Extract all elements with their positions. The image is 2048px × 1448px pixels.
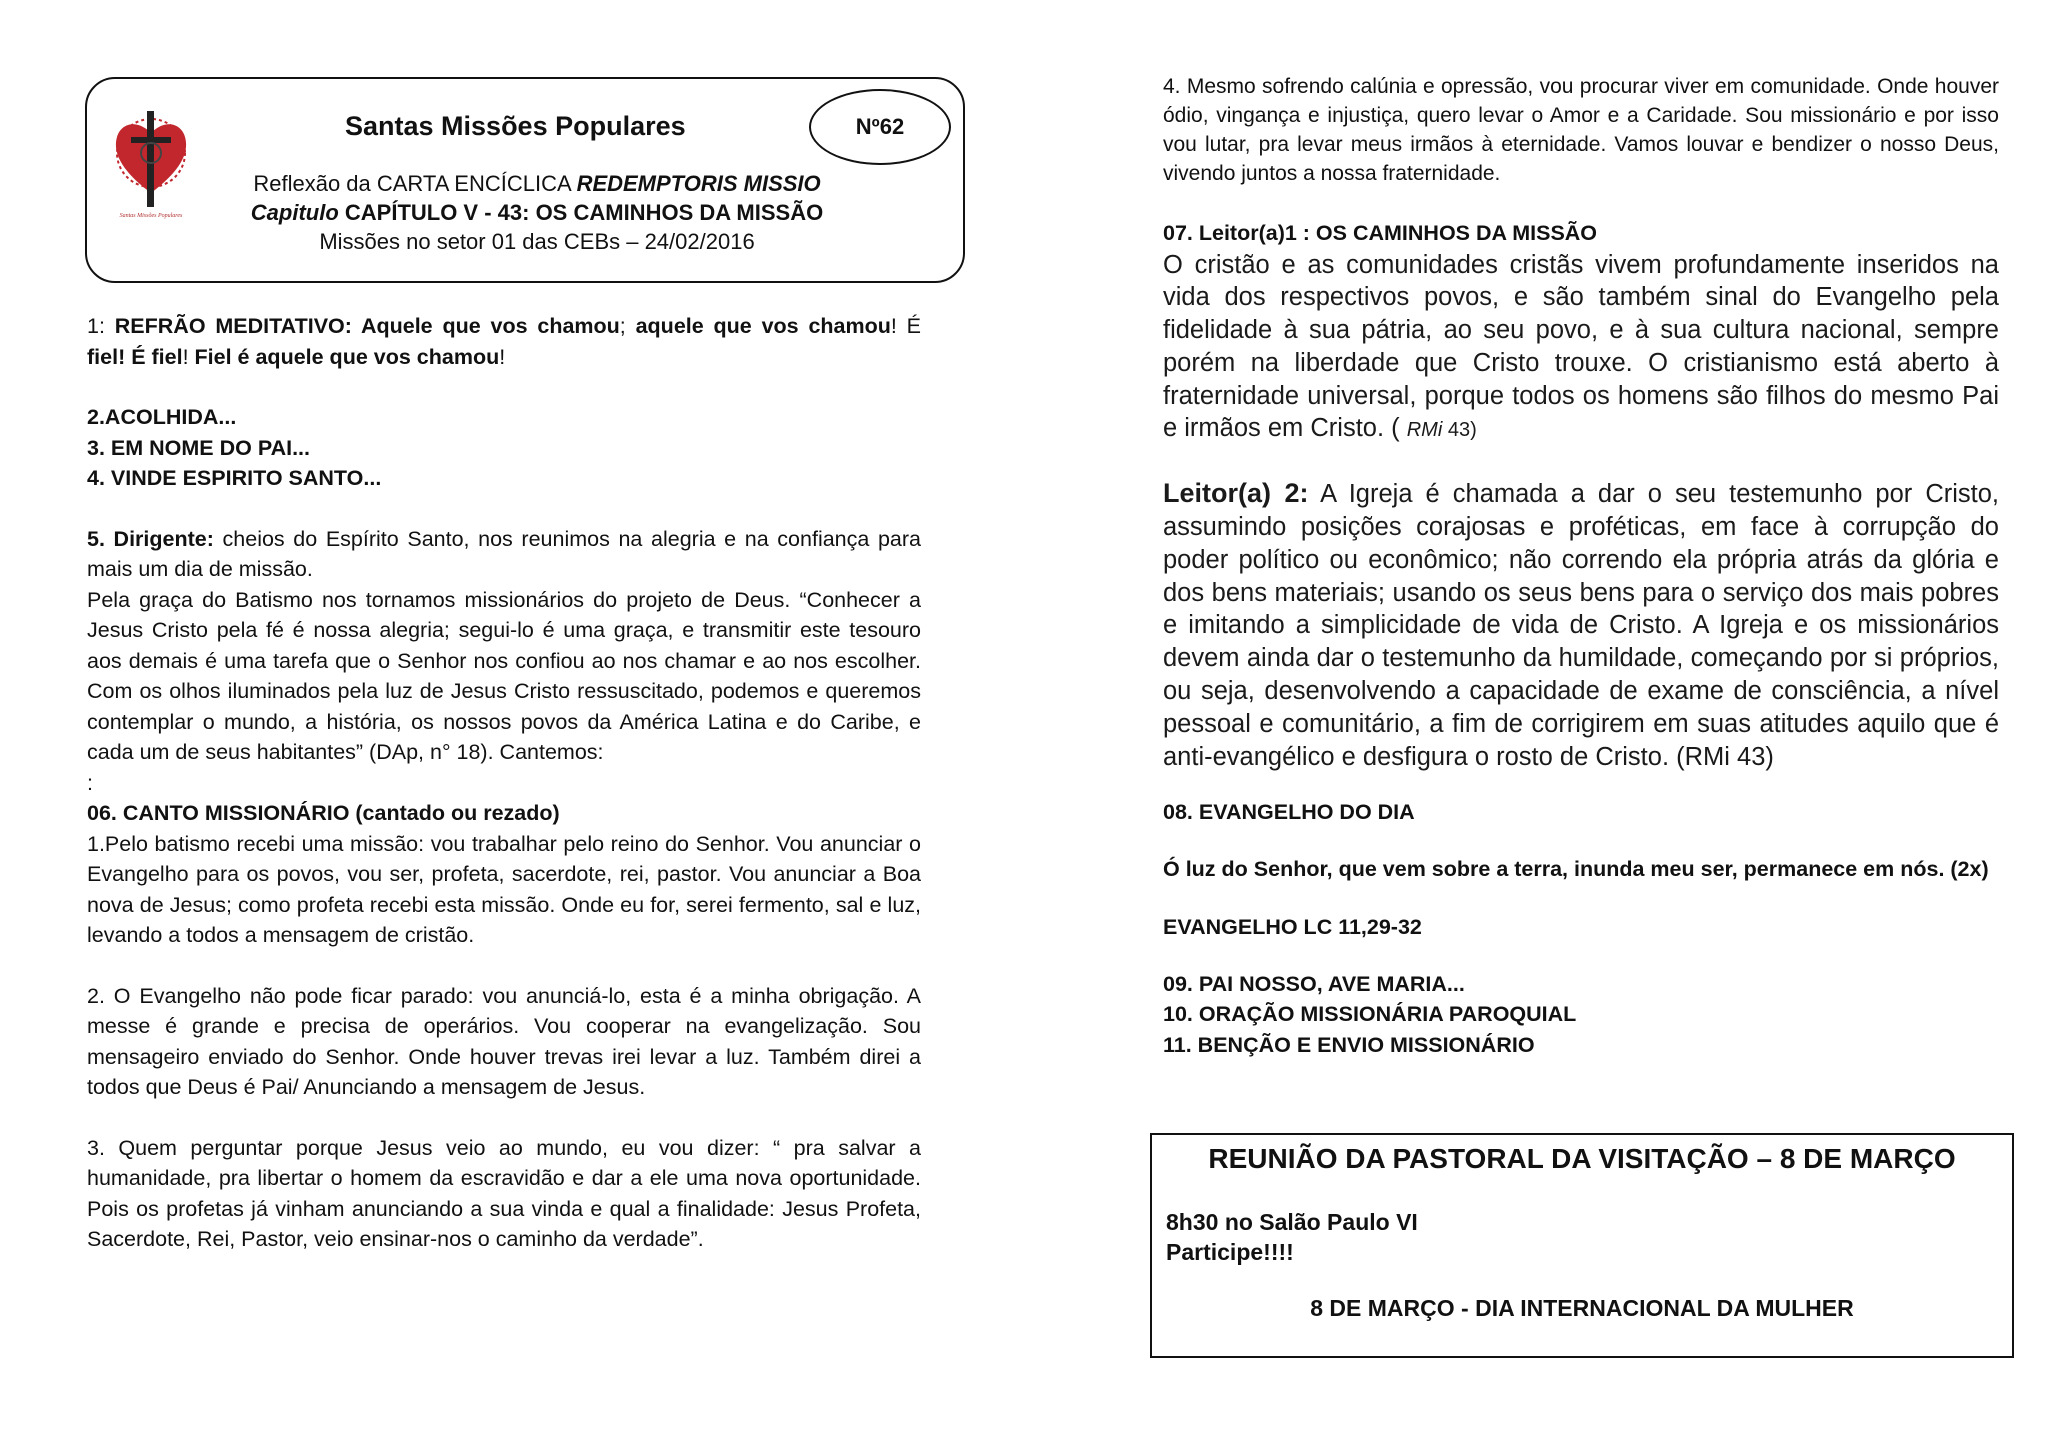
dirigente-text: cheios do Espírito Santo, nos reunimos na alegria e na confiança para mais um dia de missão. <box>87 526 921 581</box>
verse-1: 1.Pelo batismo recebi uma missão: vou trabalhar pelo reino do Senhor. Vou anunciar o Evangelho para os povos, vou ser, profeta, sacerdote, rei, pastor. Vou anunciar a Boa nova de Jesus; como profeta recebi esta missão. Onde eu for, serei fermento, sal e luz, levando a todos a mensagem de cristão. <box>87 831 921 947</box>
leitor1-title: 07. Leitor(a)1 : OS CAMINHOS DA MISSÃO <box>1163 221 1598 245</box>
issue-number: Nº62 <box>809 89 951 165</box>
refrao-sep1: ; <box>619 314 636 338</box>
evangelho-ref: EVANGELHO LC 11,29-32 <box>1163 915 1422 940</box>
dirigente-label: 5. Dirigente: <box>87 526 214 551</box>
verse-4: 4. Mesmo sofrendo calúnia e opressão, vou procurar viver em comunidade. Onde houver ódio, vingança e injustiça, quero levar o Amor e a Caridade. Sou missionário e por isso vou lutar, pra levar meus irmãos à eternidade. Vamos louvar e bendizer o nosso Deus, vivendo juntos a nossa fraternidade. <box>1163 75 1999 185</box>
leitor1-text <box>1163 249 1999 448</box>
evangelho-title: 08. EVANGELHO DO DIA <box>1163 800 1415 825</box>
left-column <box>87 77 921 1255</box>
leitor2-body: A Igreja é chamada a dar o seu testemunho por Cristo, assumindo posições corajosas e proféticas, em face à corrupção do poder político ou econômico; não correndo ela própria atrás da glória e dos bens materiais; usando os seus bens para o serviço dos mais pobres e imitando a simplicidade de vida de Cristo. A Igreja e os missionários devem ainda dar o testemunho da humildade, começando por si próprios, ou seja, desenvolvendo a capacidade de exame de consciência, a nível pessoal e comunitário, a fim de corrigirem em suas atitudes aquilo que é anti-evangélico e desfigura o rosto de Cristo. (RMi 43) <box>1163 480 1999 771</box>
subtitle-date: Missões no setor 01 das CEBs – 24/02/2016 <box>319 229 755 254</box>
refrao-label: REFRÃO MEDITATIVO <box>114 314 345 338</box>
subtitle-prefix: Reflexão da CARTA ENCÍCLICA <box>253 171 577 196</box>
notice-details <box>1166 1207 1418 1267</box>
leitor1-ref: RMi <box>1406 419 1443 442</box>
notice-time-place: 8h30 no Salão Paulo VI <box>1166 1209 1418 1235</box>
leitor2-label: Leitor(a) 2: <box>1163 478 1309 509</box>
item-acolhida: 2.ACOLHIDA... <box>87 405 237 429</box>
refrao-sep2: ! É <box>890 314 922 338</box>
refrao-num: 1: <box>87 314 115 338</box>
item-vinde-espirito-santo: 4. VINDE ESPIRITO SANTO... <box>87 466 382 490</box>
subtitle-chapter: CAPÍTULO V - 43: OS CAMINHOS DA MISSÃO <box>338 200 824 225</box>
leitor1-ref-end: 43) <box>1442 419 1477 442</box>
refrao-c: fiel! É fiel <box>87 344 183 369</box>
leitor1-body: O cristão e as comunidades cristãs vivem profundamente inseridos na vida dos respectivos povos, e são também sinal do Evangelho pela fidelidade à sua pátria, ao seu povo, e à sua cultura nacional, sempre porém na liberdade que Cristo trouxe. O cristianismo está aberto à fraternidade universal, porque todos os homens são filhos do mesmo Pai e irmãos em Cristo. ( <box>1163 250 1999 443</box>
dirigente-paragraph-2: Pela graça do Batismo nos tornamos missionários do projeto de Deus. “Conhecer a Jesus Cristo pela fé é nossa alegria; segui-lo é uma graça, e transmitir este tesouro aos demais é uma tarefa que o Senhor nos confiou ao nos chamar e ao nos escolher. Com os olhos iluminados pela luz de Jesus Cristo ressuscitado, podemos e queremos contemplar o mundo, a história, os nossos povos da América Latina e do Caribe, e cada um de seus habitantes” (DAp, n° 18). Cantemos: <box>87 587 921 764</box>
dirigente-paragraph <box>87 524 921 585</box>
refrao-a: : Aquele que vos chamou <box>344 314 620 338</box>
page-title: Santas Missões Populares <box>345 111 686 141</box>
notice-title: REUNIÃO DA PASTORAL DA VISITAÇÃO – 8 DE MARÇO <box>1208 1143 1956 1174</box>
refrao-b: aquele que vos chamou <box>635 314 891 338</box>
logo-caption: Santas Missões Populares <box>119 213 183 219</box>
verse-2: 2. O Evangelho não pode ficar parado: vou anunciá-lo, esta é a minha obrigação. A messe é grande e precisa de operários. Vou cooperar na evangelização. Sou mensageiro enviado do Senhor. Onde houver trevas irei levar a luz. Também direi a todos que Deus é Pai/ Anunciando a mensagem de Jesus. <box>87 983 921 1099</box>
refrao-meditativo <box>87 311 921 372</box>
aclamacao: Ó luz do Senhor, que vem sobre a terra, inunda meu ser, permanece em nós. (2x) <box>1163 856 1989 881</box>
leitor2-text <box>1163 477 1999 773</box>
right-column <box>1163 72 1999 1060</box>
subtitle-chapter-label: Capitulo <box>250 200 339 225</box>
header-box <box>85 77 965 283</box>
item-bencao-envio: 11. BENÇÃO E ENVIO MISSIONÁRIO <box>1163 1032 1535 1057</box>
notice-box <box>1150 1133 2014 1358</box>
colon-line: : <box>87 770 93 795</box>
header-subtitle <box>87 169 963 256</box>
refrao-sep3: ! <box>182 344 195 369</box>
item-em-nome-do-pai: 3. EM NOME DO PAI... <box>87 435 310 460</box>
subtitle-encyclical: REDEMPTORIS MISSIO <box>576 171 821 196</box>
item-pai-nosso: 09. PAI NOSSO, AVE MARIA... <box>1163 971 1465 996</box>
notice-footer: 8 DE MARÇO - DIA INTERNACIONAL DA MULHER <box>1310 1295 1854 1321</box>
refrao-end: ! <box>499 344 506 369</box>
refrao-d: Fiel é aquele que vos chamou <box>194 344 500 369</box>
verse-3: 3. Quem perguntar porque Jesus veio ao mundo, eu vou dizer: “ pra salvar a humanidade, pra libertar o homem da escravidão e dar a ele uma nova oportunidade. Pois os profetas já vinham anunciando a sua vinda e qual a finalidade: Jesus Profeta, Sacerdote, Rei, Pastor, veio ensinar-nos o caminho da verdade”. <box>87 1135 921 1251</box>
canto-title: 06. CANTO MISSIONÁRIO (cantado ou rezado) <box>87 801 560 825</box>
notice-call: Participe!!!! <box>1166 1239 1294 1265</box>
item-oracao-missionaria: 10. ORAÇÃO MISSIONÁRIA PAROQUIAL <box>1163 1002 1577 1027</box>
